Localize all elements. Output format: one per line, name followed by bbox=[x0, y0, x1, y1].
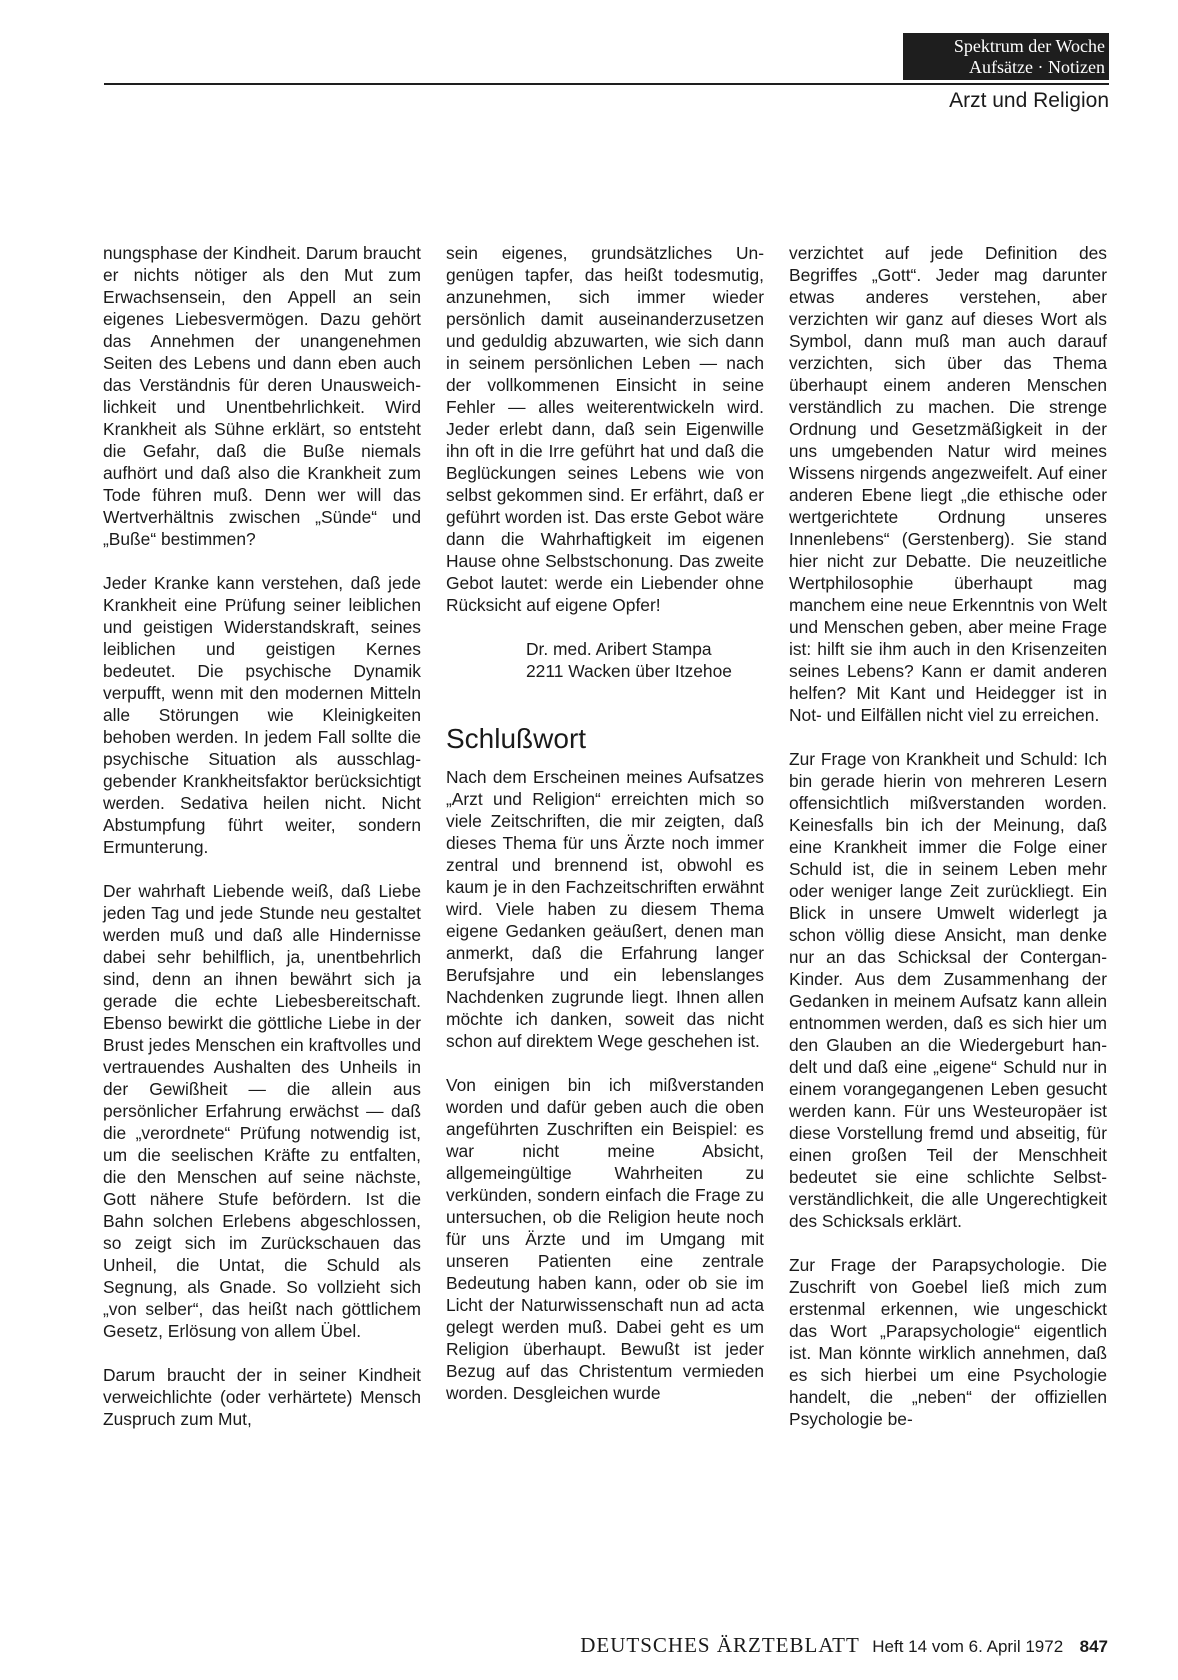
paragraph: Jeder Kranke kann verstehen, daß jede Krankheit eine Prüfung seiner leiblichen und geistigen Widerstandskraft, seines leiblichen und geistigen Kernes bedeutet. Die psychische Dynamik verpufft, wenn mit den modernen Mitteln alle Störungen wie Kleinigkeiten behoben werden. In jedem Fall sollte die psychische Situation als ausschlaggebender Krankheitsfaktor berücksichtigt werden. Sedativa heilen nicht. Nicht Abstumpfung führt weiter, sondern Ermunterung. bbox=[103, 573, 421, 857]
text-column-1 bbox=[103, 242, 421, 1430]
paragraph: Darum braucht der in seiner Kindheit verweichlichte (oder verhärtete) Mensch Zuspruch zum Mut, bbox=[103, 1365, 421, 1429]
page-number: 847 bbox=[1079, 1637, 1108, 1656]
page-footer bbox=[508, 1633, 1108, 1658]
text-column-2 bbox=[446, 242, 764, 1404]
paragraph: nungsphase der Kindheit. Darum braucht er nichts nötiger als den Mut zum Erwachsensein, den Appell an sein eigenes Liebesvermögen. Dazu gehört das Annehmen der unangenehmen Seiten des Lebens und dann eben auch das Verständnis für deren Unausweichlichkeit und Unentbehrlichkeit. Wird Krankheit als Sühne erklärt, so entsteht die Gefahr, daß die Buße niemals aufhört und daß also die Krankheit zum Tode führen muß. Denn wer will das Wertverhältnis zwischen „Sünde“ und „Buße“ bestimmen? bbox=[103, 243, 421, 549]
paragraph: Von einigen bin ich mißverstanden worden und dafür geben auch die oben angeführten Zuschriften ein Beispiel: es war nicht meine Absicht, allgemeingültige Wahrheiten zu verkünden, sondern einfach die Frage zu untersuchen, ob die Religion heute noch für uns Ärzte und im Umgang mit unseren Patienten eine zentrale Bedeutung haben kann, oder ob sie im Licht der Naturwissenschaft nun ad acta gelegt werden muß. Dabei geht es um Religion überhaupt. Bewußt ist jeder Bezug auf das Christentum vermieden worden. Desgleichen wurde bbox=[446, 1075, 764, 1403]
author-address: 2211 Wacken über Itzehoe bbox=[526, 661, 732, 681]
paragraph: sein eigenes, grundsätzliches Ungenügen tapfer, das heißt todesmutig, anzunehmen, sich immer wieder persönlich damit auseinanderzusetzen und geduldig abzuwarten, wie sich dann in seinem persönlichen Leben — nach der vollkommenen Einsicht in seine Fehler — alles weiterentwickeln wird. Jeder erlebt dann, daß sein Eigenwille ihn oft in die Irre geführt hat und daß die Beglückungen seines Lebens wie von selbst gekommen sind. Er erfährt, daß er geführt worden ist. Das erste Gebot wäre dann die Wahrhaftigkeit im eigenen Hause ohne Selbstschonung. Das zweite Gebot lautet: werde ein Liebender ohne Rücksicht auf eigene Opfer! bbox=[446, 243, 764, 615]
paragraph: Zur Frage der Parapsychologie. Die Zuschrift von Goebel ließ mich zum erstenmal erkennen, wie ungeschickt das Wort „Parapsychologie“ eigentlich ist. Man könnte wirklich annehmen, daß es sich hierbei um eine Psychologie handelt, die „neben“ der offiziellen Psychologie be- bbox=[789, 1255, 1107, 1429]
paragraph: Zur Frage von Krankheit und Schuld: Ich bin gerade hierin von mehreren Lesern offensichtlich mißverstanden worden. Keinesfalls bin ich der Meinung, daß eine Krankheit immer die Folge einer Schuld ist, die in seinem Leben mehr oder weniger lange Zeit zurückliegt. Ein Blick in unsere Umwelt widerlegt ja schon völlig diese Ansicht, man denke nur an das Schicksal der Contergan-Kinder. Aus dem Zusammenhang der Gedanken in meinem Aufsatz kann allein entnommen werden, daß es sich hier um den Glauben an die Wiedergeburt handelt und daß eine „eigene“ Schuld nur in einem vorangegangenen Leben gesucht werden kann. Für uns Westeuropäer ist diese Vorstellung fremd und abseitig, für einen großen Teil der Menschheit bedeutet sie eine schlichte Selbstverständlichkeit, die alle Ungerechtigkeit des Schicksals erklärt. bbox=[789, 749, 1107, 1231]
paragraph: verzichtet auf jede Definition des Begriffes „Gott“. Jeder mag darunter etwas anderes verstehen, aber verzichten wir ganz auf dieses Wort als Symbol, dann muß man auch darauf verzichten, sich über das Thema überhaupt einem anderen Menschen verständlich zu machen. Die strenge Ordnung und Gesetzmäßigkeit in der uns umgebenden Natur wird meines Wissens nirgends angezweifelt. Auf einer anderen Ebene liegt „die ethische oder wertgerichtete Ordnung unseres Innenlebens“ (Gerstenberg). Sie stand hier nicht zur Debatte. Die neuzeitliche Wertphilosophie überhaupt mag manchem eine neue Erkenntnis von Welt und Menschen geben, aber meine Frage ist: hilft sie ihm auch in den Krisenzeiten seines Lebens? Kann er damit anderen helfen? Mit Kant und Heidegger ist in Not- und Eilfällen nicht viel zu erreichen. bbox=[789, 243, 1107, 725]
paragraph: Nach dem Erscheinen meines Aufsatzes „Arzt und Religion“ erreichten mich so viele Zeitschriften, die mir zeigten, daß dieses Thema für uns Ärzte noch immer zentral und brennend ist, obwohl es kaum je in den Fachzeitschriften erwähnt wird. Viele haben zu diesem Thema eigene Gedanken geäußert, denen man anmerkt, daß die Erfahrung langer Berufsjahre und ein lebenslanges Nachdenken zugrunde liegt. Ihnen allen möchte ich danken, soweit das nicht schon auf direktem Wege geschehen ist. bbox=[446, 767, 764, 1051]
section-label-line1: Spektrum der Woche bbox=[953, 36, 1105, 56]
section-badge bbox=[903, 33, 1109, 80]
author-name: Dr. med. Aribert Stampa bbox=[526, 639, 712, 659]
issue-info: Heft 14 vom 6. April 1972 bbox=[872, 1637, 1064, 1656]
author-signature bbox=[526, 638, 764, 682]
text-column-3 bbox=[789, 242, 1107, 1430]
section-heading: Schlußwort bbox=[446, 723, 587, 754]
paragraph: Der wahrhaft Liebende weiß, daß Liebe jeden Tag und jede Stunde neu gestaltet werden muß und daß alle Hindernisse dabei sehr behilflich, ja, unentbehrlich sind, denn an ihnen bewährt sich ja gerade die echte Liebesbereitschaft. Ebenso bewirkt die göttliche Liebe in der Brust jedes Menschen ein kraftvolles und vertrauendes Aushalten des Unheils in der Gewißheit — die allein aus persönlicher Erfahrung erwächst — daß die „verordnete“ Prüfung notwendig ist, um die seelischen Kräfte zu entfalten, die den Menschen auf seine nächste, Gott nähere Stufe befördern. Ist die Bahn solchen Erlebens abgeschlossen, so zeigt sich im Zurückschauen das Unheil, die Untat, die Schuld als Segnung, als Gnade. So vollzieht sich „von selber“, das heißt nach göttlichem Gesetz, Erlösung von allem Übel. bbox=[103, 881, 421, 1341]
running-title: Arzt und Religion bbox=[949, 89, 1109, 112]
header-rule bbox=[104, 83, 1109, 85]
section-label-line2: Aufsätze · Notizen bbox=[969, 57, 1105, 77]
journal-name: DEUTSCHES ÄRZTEBLATT bbox=[580, 1633, 860, 1657]
